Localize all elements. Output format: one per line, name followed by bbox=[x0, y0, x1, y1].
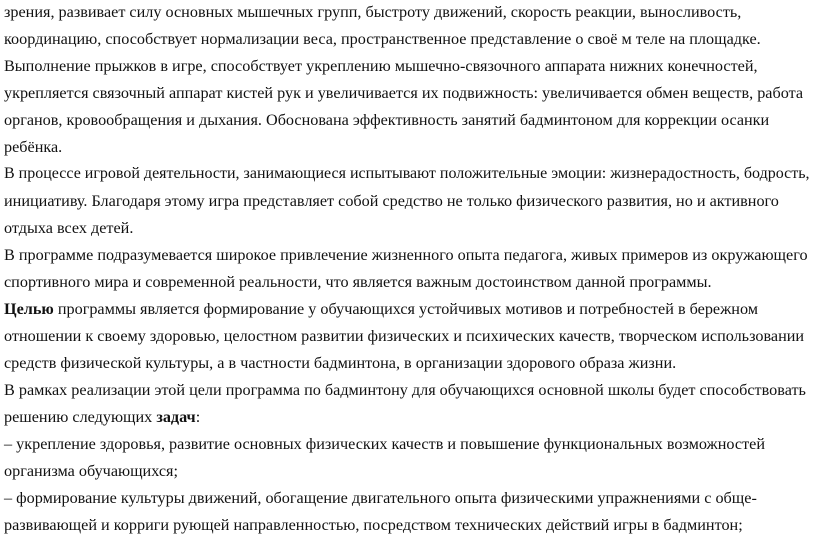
text-line bbox=[4, 83, 803, 103]
text-line bbox=[4, 110, 769, 130]
text-run: Выполнение прыжков в игре, способствует укреплению мышечно-связочного аппарата нижних конечностей, bbox=[4, 57, 758, 75]
text-run: инициативу. Благодаря этому игра представляет собой средство не только физического развития, но и активного bbox=[4, 192, 779, 210]
text-line bbox=[4, 326, 804, 346]
text-run: отношении к своему здоровью, целостном развитии физических и психических качеств, творческом использовании bbox=[4, 327, 805, 345]
text-run: развивающей и корриги рующей направленностью, посредством технических действий игры в бадминтон; bbox=[4, 516, 743, 534]
text-line bbox=[4, 2, 741, 22]
text-line bbox=[4, 272, 712, 292]
text-line bbox=[4, 29, 761, 49]
text-line bbox=[4, 164, 810, 184]
text-run: отдыха всех детей. bbox=[4, 219, 134, 237]
text-run: : bbox=[195, 408, 201, 426]
text-line bbox=[4, 299, 758, 319]
text-line bbox=[4, 353, 676, 373]
text-line bbox=[4, 407, 200, 427]
text-run: – укрепление здоровья, развитие основных физических качеств и повышение функциональных возможностей bbox=[4, 435, 766, 453]
text-line bbox=[4, 245, 808, 265]
text-run: ребёнка. bbox=[4, 138, 63, 156]
text-line bbox=[4, 380, 806, 400]
text-line bbox=[4, 56, 758, 76]
text-run: укрепляется связочный аппарат кистей рук и увеличивается их подвижность: увеличивается обмен веществ, работа bbox=[4, 84, 804, 102]
text-run: средств физической культуры, а в частности бадминтона, в организации здорового образа жизни. bbox=[4, 354, 677, 372]
text-line bbox=[4, 515, 743, 535]
text-run: – формирование культуры движений, обогащение двигательного опыта физическими упражнениями с обще- bbox=[4, 489, 757, 507]
text-line bbox=[4, 488, 757, 508]
text-line bbox=[4, 137, 62, 157]
text-run: зрения, развивает силу основных мышечных групп, быстроту движений, скорость реакции, выносливость, bbox=[4, 3, 742, 21]
bold-term: Целью bbox=[4, 300, 54, 318]
text-line bbox=[4, 218, 133, 238]
bold-term: задач bbox=[156, 408, 196, 426]
text-line bbox=[4, 461, 178, 481]
text-run: решению следующих bbox=[4, 408, 157, 426]
text-run: программы является формирование у обучающихся устойчивых мотивов и потребностей в бережном bbox=[53, 300, 758, 318]
text-run: В рамках реализации этой цели программа по бадминтону для обучающихся основной школы будет способствовать bbox=[4, 381, 806, 399]
text-line bbox=[4, 191, 779, 211]
text-run: координацию, способствует нормализации веса, пространственное представление о своё м теле на площадке. bbox=[4, 30, 761, 48]
text-run: спортивного мира и современной реальности, что является важным достоинством данной программы. bbox=[4, 273, 712, 291]
text-run: В программе подразумевается широкое привлечение жизненного опыта педагога, живых примеров из окружающего bbox=[4, 246, 808, 264]
text-line bbox=[4, 434, 765, 454]
text-run: органов, кровообращения и дыхания. Обоснована эффективность занятий бадминтоном для коррекции осанки bbox=[4, 111, 770, 129]
text-run: В процессе игровой деятельности, занимающиеся испытывают положительные эмоции: жизнерадостность, бодрость, bbox=[4, 165, 810, 182]
text-run: организма обучающихся; bbox=[4, 462, 178, 480]
